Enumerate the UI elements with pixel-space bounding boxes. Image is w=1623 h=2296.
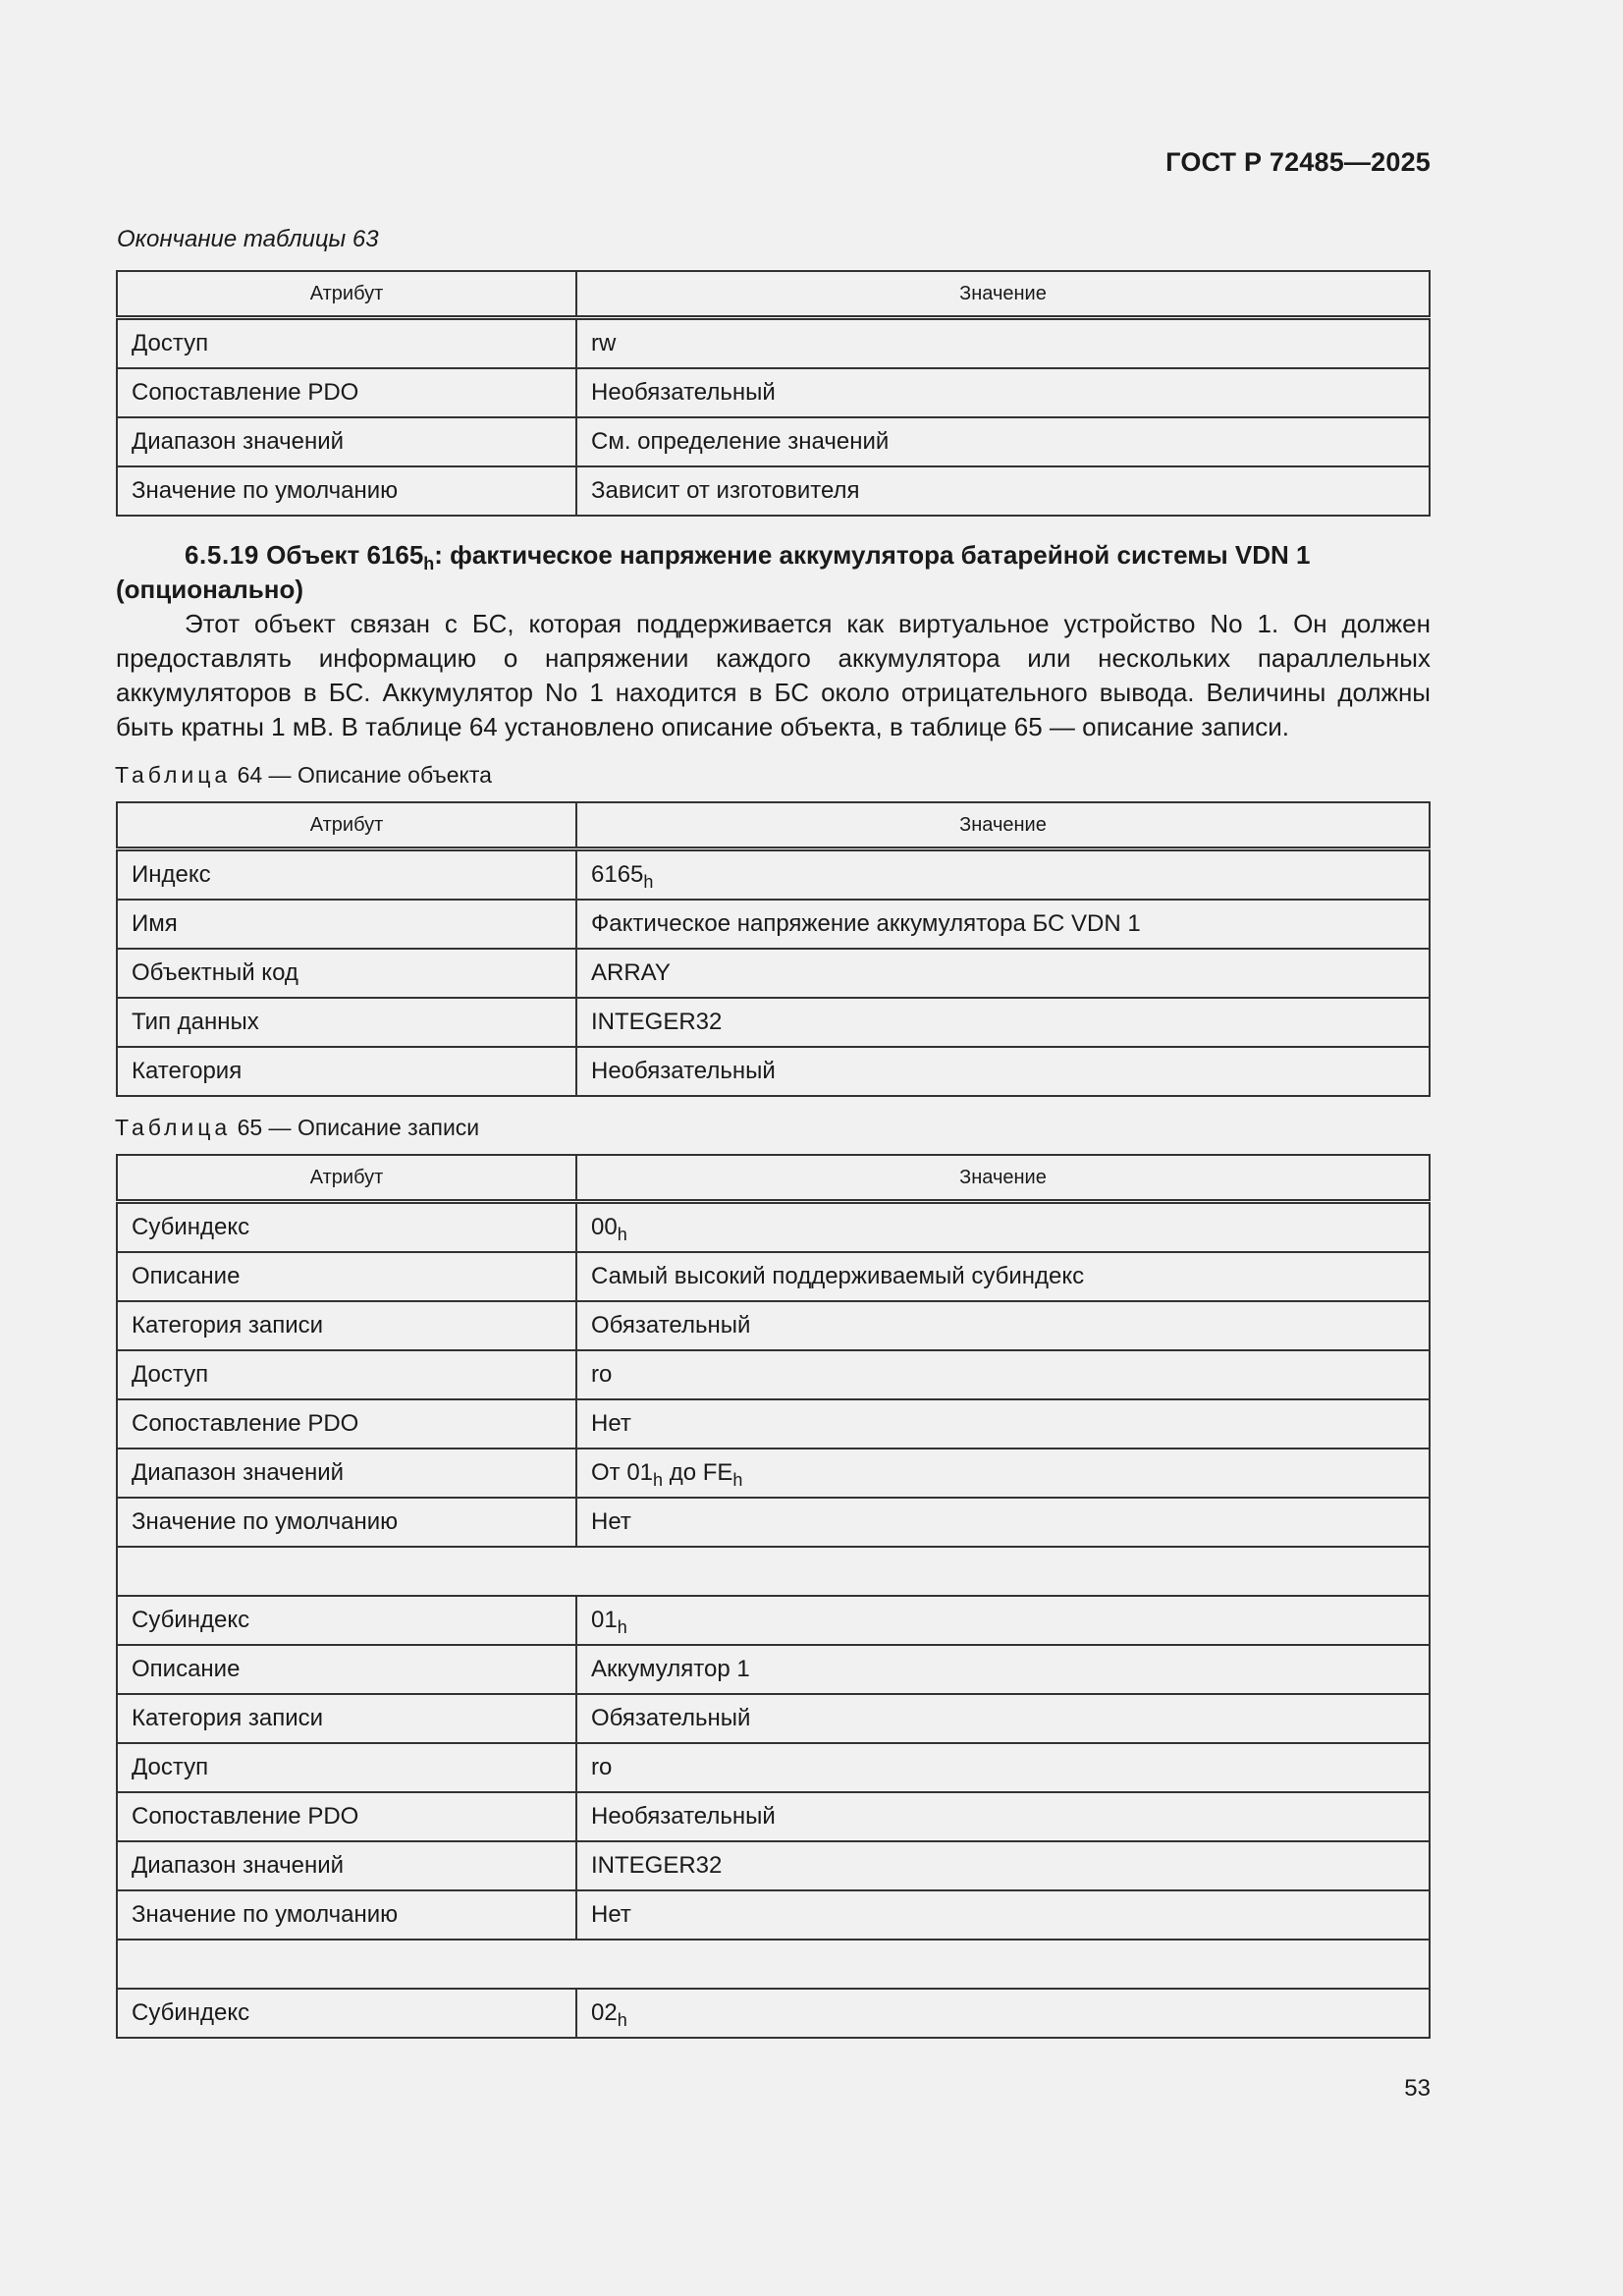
value-text: Аккумулятор 1	[591, 1656, 750, 1682]
value-text: 01	[591, 1607, 618, 1633]
value-cell	[576, 1350, 1430, 1399]
value-subscript: h	[617, 1225, 627, 1244]
value-cell	[576, 466, 1430, 516]
table-row	[117, 998, 1430, 1047]
table64-caption	[115, 762, 492, 789]
value-cell	[576, 1047, 1430, 1096]
value-text: 00	[591, 1214, 618, 1240]
attribute-cell: Диапазон значений	[117, 1449, 576, 1498]
value-cell	[576, 900, 1430, 949]
value-subscript: h	[643, 872, 654, 892]
value-cell	[576, 1989, 1430, 2038]
value-subscript: h	[617, 2010, 627, 2030]
attribute-cell: Сопоставление PDO	[117, 1792, 576, 1841]
table-row	[117, 1596, 1430, 1645]
attribute-cell: Диапазон значений	[117, 1841, 576, 1890]
value-subscript: h	[653, 1470, 664, 1490]
value-cell	[576, 1645, 1430, 1694]
value-text: Зависит от изготовителя	[591, 477, 860, 504]
attribute-cell: Индекс	[117, 849, 576, 901]
table64-body	[117, 849, 1430, 1097]
table-row	[117, 1989, 1430, 2038]
value-text: От 01	[591, 1459, 654, 1486]
table-header-row	[117, 802, 1430, 849]
value-cell	[576, 318, 1430, 369]
table-63	[116, 270, 1431, 517]
value-cell	[576, 949, 1430, 998]
table-row	[117, 1047, 1430, 1096]
column-header-value: Значение	[576, 1155, 1430, 1202]
table-65	[116, 1154, 1431, 2039]
column-header-value: Значение	[576, 271, 1430, 318]
table-row	[117, 1792, 1430, 1841]
value-text: 6165	[591, 861, 644, 888]
value-cell	[576, 998, 1430, 1047]
table-row	[117, 1252, 1430, 1301]
table63-caption: Окончание таблицы 63	[117, 226, 379, 252]
value-text: 02	[591, 1999, 618, 2026]
value-cell	[576, 1694, 1430, 1743]
table-row	[117, 318, 1430, 369]
value-cell	[576, 1596, 1430, 1645]
attribute-cell: Имя	[117, 900, 576, 949]
value-text: Нет	[591, 1410, 631, 1437]
value-text: Необязательный	[591, 1803, 776, 1830]
value-cell	[576, 1841, 1430, 1890]
attribute-cell: Тип данных	[117, 998, 576, 1047]
section-heading	[116, 538, 1431, 607]
section-title-post: : фактическое напряжение аккумулятора батарейной системы VDN 1 (опционально)	[116, 540, 1311, 604]
value-cell	[576, 417, 1430, 466]
value-text: ro	[591, 1754, 613, 1780]
attribute-cell: Объектный код	[117, 949, 576, 998]
value-text: Самый высокий поддерживаемый субиндекс	[591, 1263, 1085, 1289]
value-cell	[576, 849, 1430, 901]
value-subscript: h	[617, 1617, 627, 1637]
column-header-attribute: Атрибут	[117, 271, 576, 318]
value-cell	[576, 1449, 1430, 1498]
table-row	[117, 1399, 1430, 1449]
section-number: 6.5.19	[185, 540, 259, 570]
page-number: 53	[1404, 2075, 1431, 2102]
value-cell	[576, 1202, 1430, 1253]
attribute-cell: Описание	[117, 1252, 576, 1301]
table-row	[117, 1645, 1430, 1694]
table-row	[117, 849, 1430, 901]
attribute-cell: Описание	[117, 1645, 576, 1694]
attribute-cell: Категория записи	[117, 1301, 576, 1350]
attribute-cell: Категория записи	[117, 1694, 576, 1743]
value-text: Необязательный	[591, 379, 776, 406]
value-cell	[576, 1399, 1430, 1449]
empty-cell	[117, 1547, 1430, 1596]
value-cell	[576, 368, 1430, 417]
table-header-row	[117, 1155, 1430, 1202]
value-text: rw	[591, 330, 617, 356]
value-text: Нет	[591, 1508, 631, 1535]
value-cell	[576, 1792, 1430, 1841]
table-separator-row	[117, 1547, 1430, 1596]
column-header-attribute: Атрибут	[117, 1155, 576, 1202]
attribute-cell: Значение по умолчанию	[117, 1890, 576, 1940]
table65-caption-word: Таблица	[115, 1115, 232, 1140]
value-text: ARRAY	[591, 959, 671, 986]
value-text: Обязательный	[591, 1705, 751, 1731]
table-row	[117, 466, 1430, 516]
table64-caption-word: Таблица	[115, 762, 232, 788]
table65-caption-rest: 65 — Описание записи	[237, 1115, 480, 1140]
value-text: Нет	[591, 1901, 631, 1928]
attribute-cell: Сопоставление PDO	[117, 368, 576, 417]
value-cell	[576, 1301, 1430, 1350]
table64-caption-rest: 64 — Описание объекта	[237, 762, 492, 788]
document-code: ГОСТ Р 72485—2025	[1165, 147, 1431, 177]
attribute-cell: Субиндекс	[117, 1202, 576, 1253]
value-text: Обязательный	[591, 1312, 751, 1339]
section-title-pre: Объект 6165	[266, 540, 424, 570]
value-text: INTEGER32	[591, 1009, 723, 1035]
table-row	[117, 1202, 1430, 1253]
table63-body	[117, 318, 1430, 517]
section-paragraph: Этот объект связан с БС, которая поддерживается как виртуальное устройство No 1. Он должен предоставлять информацию о напряжении каждого аккумулятора или нескольких параллельных аккумуляторов в БС. Аккумулятор No 1 находится в БС около отрицательного вывода. Величины должны быть кратны 1 мВ. В таблице 64 установлено описание объекта, в таблице 65 — описание записи.	[116, 609, 1431, 741]
table-row	[117, 1449, 1430, 1498]
table-64	[116, 801, 1431, 1097]
attribute-cell: Субиндекс	[117, 1989, 576, 2038]
column-header-attribute: Атрибут	[117, 802, 576, 849]
attribute-cell: Категория	[117, 1047, 576, 1096]
attribute-cell: Диапазон значений	[117, 417, 576, 466]
attribute-cell: Субиндекс	[117, 1596, 576, 1645]
table65-caption	[115, 1115, 479, 1141]
table-row	[117, 1350, 1430, 1399]
attribute-cell: Доступ	[117, 318, 576, 369]
table-row	[117, 900, 1430, 949]
attribute-cell: Значение по умолчанию	[117, 466, 576, 516]
column-header-value: Значение	[576, 802, 1430, 849]
value-subscript: h	[732, 1470, 743, 1490]
value-text: См. определение значений	[591, 428, 890, 455]
attribute-cell: Значение по умолчанию	[117, 1498, 576, 1547]
value-text: ro	[591, 1361, 613, 1388]
value-text: до FE	[663, 1459, 733, 1486]
value-cell	[576, 1252, 1430, 1301]
table65-body	[117, 1202, 1430, 2039]
value-text: Необязательный	[591, 1058, 776, 1084]
table-row	[117, 949, 1430, 998]
table-row	[117, 1498, 1430, 1547]
value-text: INTEGER32	[591, 1852, 723, 1879]
table-row	[117, 1694, 1430, 1743]
table-separator-row	[117, 1940, 1430, 1989]
table-header-row	[117, 271, 1430, 318]
table-row	[117, 368, 1430, 417]
value-cell	[576, 1743, 1430, 1792]
table-row	[117, 1841, 1430, 1890]
attribute-cell: Доступ	[117, 1350, 576, 1399]
attribute-cell: Сопоставление PDO	[117, 1399, 576, 1449]
section-title-sub: h	[423, 554, 435, 574]
table-row	[117, 417, 1430, 466]
empty-cell	[117, 1940, 1430, 1989]
table-row	[117, 1890, 1430, 1940]
table-row	[117, 1743, 1430, 1792]
table-row	[117, 1301, 1430, 1350]
value-text: Фактическое напряжение аккумулятора БС VDN 1	[591, 910, 1141, 937]
attribute-cell: Доступ	[117, 1743, 576, 1792]
value-cell	[576, 1890, 1430, 1940]
value-cell	[576, 1498, 1430, 1547]
